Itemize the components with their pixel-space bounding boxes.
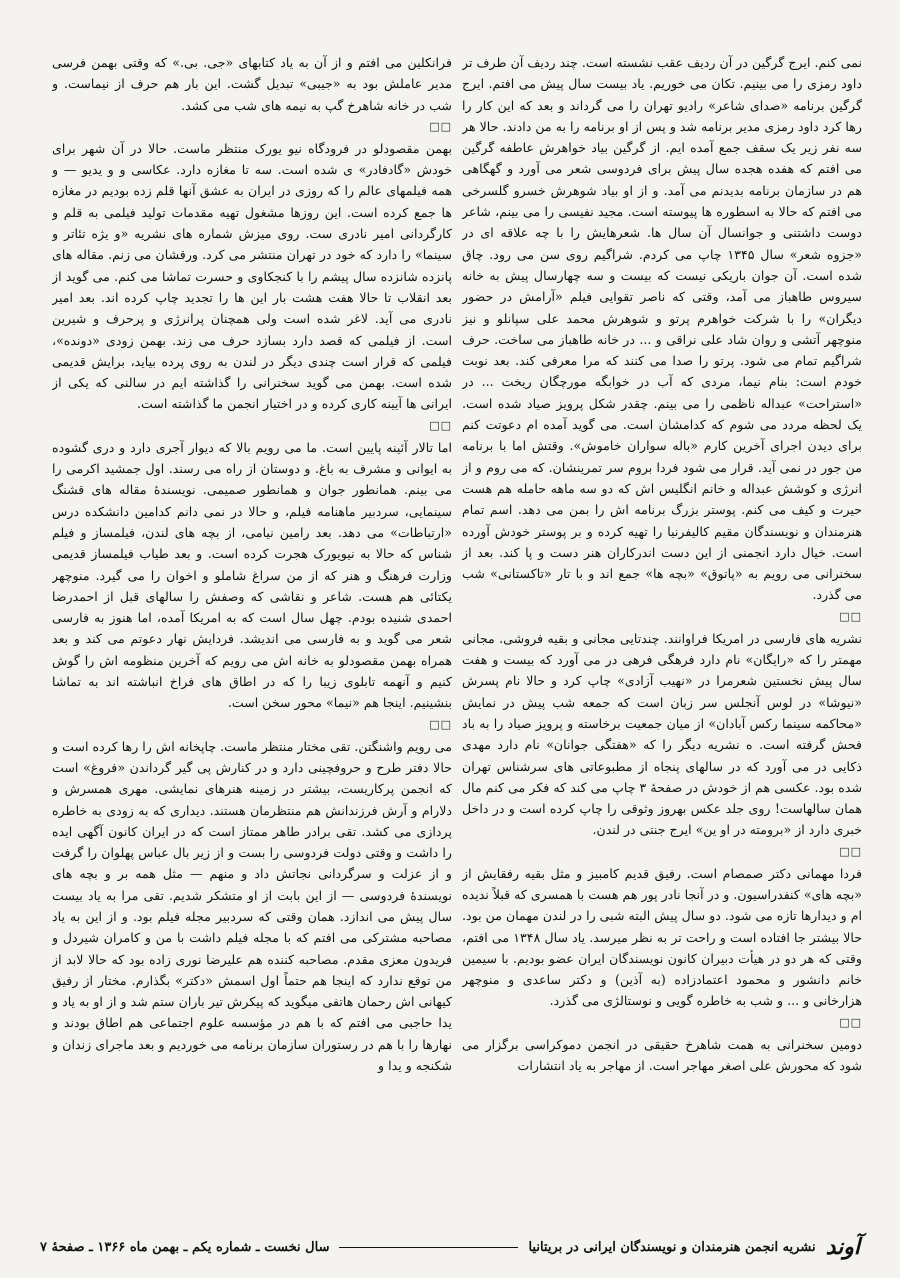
publisher-name: نشریه انجمن هنرمندان و نویسندگان ایرانی در بریتانیا xyxy=(528,1239,816,1255)
section-separator: □□ xyxy=(429,119,452,133)
page-footer xyxy=(40,1232,860,1262)
right-para-2: نشریه های فارسی در امریکا فراوانند. چندتایی مجانی و بقیه فروشی. مجانی مهمتر را که «رایگان» نام دارد فرهگی فرهی در می آورد که بیست و هفت سال پیش نخستین شعرمرا در «نهیب آزادی» چاپ کرد و حالا نام پسرش «نیوشا» در لوس آنجلس سر زبان است که جمعه شب پیش در نمایش «محاکمه سینما رکس آبادان» از میان جمعیت برخاسته و پرویز صیاد را به باد فحش گرفته است. ه نشریه دیگر را که «هفتگی جوانان» نام دارد مهدی ذکایی در می آورد که در سالهای پنجاه از مطبوعاتی های سرشناس تهران شده بود. عکسی هم از خودش در صفحهٔ ۳ چاپ می کند که فکر می کنم مال همان سالهاست! روی جلد عکس بهروز وثوقی را چاپ کرده است و در داخل خبری دارد از «برومته در او ین» ایرج جنتی در لندن. xyxy=(462,630,862,838)
section-separator: □□ xyxy=(429,717,452,731)
footer-rule xyxy=(339,1247,518,1248)
issue-info: سال نخست ـ شماره یکم ـ بهمن ماه ۱۳۶۶ ـ صفحهٔ ۷ xyxy=(40,1239,330,1255)
section-separator: □□ xyxy=(839,1015,862,1029)
section-separator: □□ xyxy=(839,609,862,623)
left-column xyxy=(52,52,452,1210)
footer-publisher-group xyxy=(528,1234,860,1260)
left-para-2: بهمن مقصودلو در فرودگاه نیو یورک منتظر ماست. حالا در آن شهر برای خودش «گادفادر» ی شده است. سه تا مغازه دارد. عکاسی و و یدیو — و همه فیلمهای عالم را که روزی در ایران به عشق آنها قلم زده بودیم در مغازه ها جمع کرده است. این روزها مشغول تهیه مقدمات تولید فیلمی به قلم و کارگردانی امیر نادری ست. روی میزش شماره های نشریه «و یژه تئاتر و سینما» را دارد که خود در تهران منتشر می کرد. ورقشان می زنم. مقاله های پانزده شانزده سال پیشم را با کنجکاوی و حسرت تماشا می کنم. می گوید از بعد انقلاب تا حالا هفت هشت بار این ها را تجدید چاپ کرده اند. بعد امیر نادری می آید. لاغر شده است ولی همچنان پرانرژی و پرحرف و شیرین است. از فیلمی که قصد دارد بسازد حرف می زند. بهمن زودی «دونده»، فیلمی که قرار است چندی دیگر در لندن به روی پرده بیاید، برایش قدیمی شده است. بهمن می گوید سخنرانی را گذاشته ایم در سالنی که یکی از ایرانی ها آیینه کاری کرده و در اختیار انجمن ما گذاشته است. xyxy=(52,140,452,412)
right-para-1: نمی کنم. ایرج گرگین در آن ردیف عقب نشسته است. چند ردیف آن طرف تر داود رمزی را می بینیم. تکان می خوریم. یاد بیست سال پیش می افتم. ایرج گرگین برنامه «صدای شاعر» رادیو تهران را می گرداند و بعد که این کار را رها کرد داود رمزی مدیر برنامه شد و پس از او برنامه را به من دادند. حالا هر سه نفر زیر یک سقف جمع آمده ایم. از گرگین بیاد خواهرش عاطفه گرگین می افتم که هفده هجده سال پیش برای فردوسی شعر می آورد و گهگاهی هم در سازمان برنامه بدیدنم می آمد. و از او بیاد شوهرش خسرو گلسرخی می افتم که حالا به اسطوره ها پیوسته است. مجید نفیسی را می بینم، شاعر دوست داشتنی و جوانسال آن سال ها. شعرهایش را با چه علاقه ای در «جزوه شعر» سال ۱۳۴۵ چاپ می کردم. شراگیم روی سن می رود. چاق شده است. آن جوان باریکی نیست که بیست و سه چهارسال پیش به خانه سیروس طاهباز می آمد، وقتی که ناصر تقوایی فیلم «آرامش در حضور دیگران» را با شرکت خواهرم پرتو و شوهرش محمد علی سپانلو و نیز منوچهر آتشی و روان شاد علی نراقی و ... در خانه طاهباز می ساخت. حرف شراگیم تمام می شود. پرتو را صدا می کنند که مرا معرفی کند. بعد نوبت خودم است: بنام نیما، مردی که آب در خوابگه مورچگان ریخت ... در «استراحت» عبداله ناظمی را می بینم. چقدر شکل پرویز صیاد شده است. یک لحظه مردد می شوم که کدامشان است. می گوید آمده ام دعوتت کنم برای دیدن اجرای آخرین کارم «باله سواران خاموش». وقتش اما با برنامه من جور در نمی آید. قرار می شود فردا بروم سر تمرینشان. که می روم و از انرژی و کوشش عبداله و خانم انگلیس اش که دو سه ماهه حامله هم هست حیرت و کیف می کنم. پوستر بزرگ برنامه اش را بمن می دهد. اسم تمام هنرمندان و نویسندگان مقیم کالیفرنیا را تهیه کرده و بر پوستر خودش آورده است. خیال دارد انجمنی از این دست اندرکاران هنر دست و پا کند. بعد از سخنرانی می رویم به «پاتوق» «بچه ها» جمع اند و با تار «تاکستانی» شب می گذرد. xyxy=(462,55,862,603)
section-separator: □□ xyxy=(839,844,862,858)
left-para-3: اما تالار آئینه پایین است. ما می رویم بالا که دیوار آجری دارد و دری گشوده به ایوانی و مشرف به باغ. و دوستان از راه می رسند. اول جمشید اکرمی را می بینم. همانطور جوان و همانطور صمیمی. نویسندهٔ مقاله های قشنگ سینمایی، سردبیر ماهنامه فیلم، و حالا در نمی دانم کدامین دانشکده درس «ارتباطات» می دهد. بعد رامین نیامی، از بچه های لندن، فیلمساز و فیلم شناس که حالا به نیویورک هجرت کرده است. و بعد طیاب فیلمساز قدیمی وزارت فرهنگ و هنر که از من سراغ شاملو و اخوان را می گیرد. منوچهر یکتائی هم هست. شاعر و نقاشی که وصفش را سالهای قبل از احمدرضا احمدی شنیده بودم. چهل سال است که به امریکا آمده، اما هنوز به فارسی شعر می گوید و به فارسی می اندیشد. فردایش نهار دعوتم می کند و بعد همراه بهمن مقصودلو به خانه اش می رویم که آخرین منظومه اش را گوش کنیم و آنهمه تابلوی زیبا را که در اطاق های فراخ انباشته اند به تماشا بنشینیم. اینجا هم «نیما» محور سخن است. xyxy=(52,439,452,711)
right-para-4: دومین سخنرانی به همت شاهرخ حقیقی در انجمن دموکراسی برگزار می شود که محورش علی اصغر مهاجر است. از مهاجر به یاد انتشارات xyxy=(462,1036,862,1074)
left-para-1: فرانکلین می افتم و از آن به یاد کتابهای «جی. بی.» که وقتی بهمن فرسی مدیر عاملش بود به «جیبی» تبدیل گشت. این بار هم حرف از نیماست. و شب در خانه شاهرخ گپ به نیمه های شب می کشد. xyxy=(52,55,452,113)
left-para-4: می رویم واشنگتن. تقی مختار منتظر ماست. چاپخانه اش را رها کرده است و حالا دفتر طرح و حروفچینی دارد و در کنارش پی گیر گرداندن «فروغ» است که انجمن پرکاریست، بیشتر در زمینه هنرهای نمایشی. مهری همسرش و دلارام و آرش فرزندانش هم منتظرمان هستند. دیداری که به زودی به خاطره پردازی می کشد. تقی برادر طاهر ممتاز است که در ایران کانون آگهی ایده را داشت و وقتی دولت فردوسی را بست و از زیر بال عباس پهلوان را گرفت و از عزلت و سرگردانی نجاتش داد و منهم — مثل همه بر و بچه های نویسندهٔ فردوسی — از این بابت از او متشکر شدیم. تقی مرا به یاد بیست سال پیش می اندازد. همان وقتی که سردبیر مجله فیلم بود. و از این به یاد مصاحبه مشترکی می افتم که با مجله فیلم داشت با من و کامران شیردل و فریدون معزی مقدم. مصاحبه کننده هم علیرضا نوری زاده بود که حالا لابد از من توقع ندارد که اینجا هم حتماً اول اسمش «دکتر» بگذارم. مختار از رفیق کیهانی اش رحمان هاتفی میگوید که پیکرش تیر باران ستم شد و از او به یاد و یدا حاجبی می افتم که با هم در مؤسسه علوم اجتماعی هم اطاق بودند و نهارها را با هم در رستوران سازمان برنامه می خوردیم و بعد ماجرای زندان و شکنجه و یدا و xyxy=(52,738,452,1074)
section-separator: □□ xyxy=(429,418,452,432)
right-para-3: فردا مهمانی دکتر صمصام است. رفیق قدیم کامبیز و مثل بقیه رفقایش از «بچه های» کنفدراسیون. و در آنجا نادر پور هم هست با همسری که قبلاً ندیده ام و دیدارها تازه می شود. دو سال پیش البته شبی را در لندن مهمان من بود. حالا بیشتر جا افتاده است و راحت تر به نظر میرسد. یاد سال ۱۳۴۸ می افتم، وقتی که هر دو در هیأت دبیران کانون نویسندگان ایران عضو بودیم. با سیمین خانم دانشور و محمود اعتمادزاده (به آذین) و دکتر ساعدی و منوچهر هزارخانی و ... و شب به خاطره گویی و نوستالژی می گذرد. xyxy=(462,865,862,1009)
magazine-logo: آوند xyxy=(825,1234,860,1260)
right-column xyxy=(462,52,862,1204)
